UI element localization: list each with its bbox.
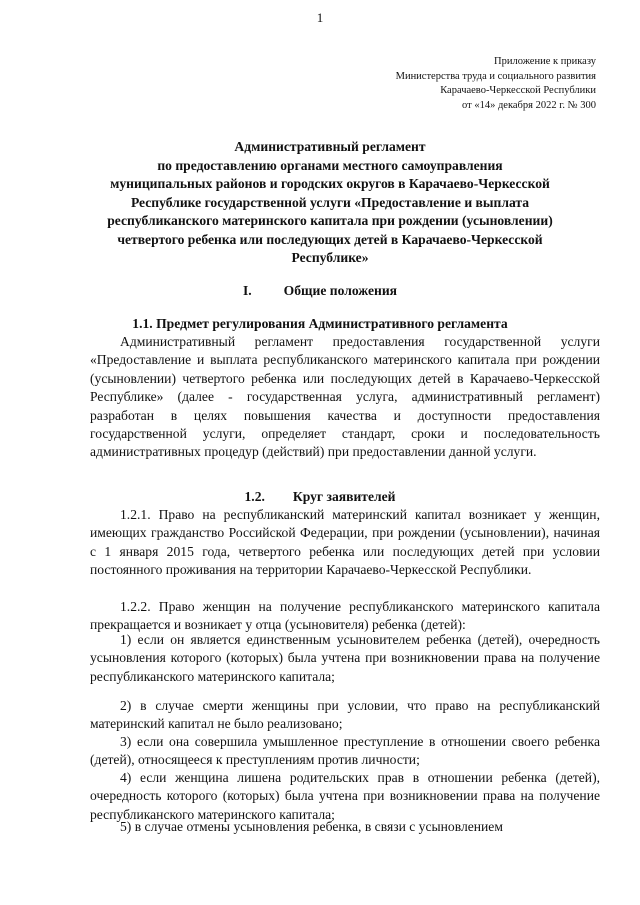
section-title: Общие положения bbox=[283, 283, 398, 298]
page-number: 1 bbox=[316, 10, 324, 25]
title-line: Административный регламент bbox=[234, 139, 426, 154]
appendix-note bbox=[396, 55, 596, 113]
subsection-heading: 1.1. Предмет регулирования Административного регламента bbox=[132, 316, 508, 331]
title-line: республиканского материнского капитала при рождении (усыновлении) bbox=[107, 213, 553, 228]
list-item: 1) если он является единственным усыновителем ребенка (детей), очередность усыновления которого (которых) была учтена при возникновении права на получение республиканского материнского капитала; bbox=[90, 632, 600, 684]
subsection-heading bbox=[0, 489, 640, 505]
paragraph-1-2-1: 1.2.1. Право на республиканский материнский капитал возникает у женщин, имеющих гражданство Российской Федерации, при рождении (усыновлении), начиная с 1 января 2015 года, четвертого ребенка или последующих детей при условии постоянного проживания на территории Карачаево-Черкесской Республики. bbox=[90, 507, 600, 578]
title-line: четвертого ребенка или последующих детей в Карачаево-Черкесской bbox=[117, 231, 543, 247]
appendix-date-line: от «14» декабря 2022 г. № 300 bbox=[462, 99, 596, 111]
paragraph-1-2-2: 1.2.2. Право женщин на получение республиканского материнского капитала прекращается и возникает у отца (усыновителя) ребенка (детей): bbox=[90, 599, 600, 633]
section-heading bbox=[0, 283, 640, 299]
title-line: Республике» bbox=[291, 250, 369, 265]
document-title bbox=[60, 138, 600, 268]
section-number: I. bbox=[242, 283, 252, 298]
appendix-line: Министерства труда и социального развития bbox=[395, 70, 596, 82]
appendix-line: Карачаево-Черкесской Республики bbox=[440, 85, 596, 96]
list-item: 3) если она совершила умышленное преступление в отношении своего ребенка (детей), относящееся к преступлениям против личности; bbox=[90, 734, 600, 768]
paragraph-subject: Административный регламент предоставления государственной услуги «Предоставление и выплата республиканского материнского капитала при рождении (усыновлении) четвертого ребенка или последующих детей в Карачаево-Черкесской Республике» (далее - государственная услуга, административный регламент) разработан в целях повышения качества и доступности предоставления государственной услуги, определяет стандарт, сроки и последовательность административных процедур (действий) при предоставлении данной услуги. bbox=[90, 334, 600, 460]
title-line: Республике государственной услуги «Предоставление и выплата bbox=[130, 194, 530, 210]
list-item: 5) в случае отмены усыновления ребенка, в связи с усыновлением bbox=[120, 819, 503, 834]
title-line: по предоставлению органами местного самоуправления bbox=[157, 157, 503, 173]
list-item: 2) в случае смерти женщины при условии, что право на республиканский материнский капитал не было реализовано; bbox=[90, 698, 600, 732]
appendix-line: Приложение к приказу bbox=[494, 56, 596, 67]
subsection-title: Круг заявителей bbox=[292, 489, 396, 504]
title-line: муниципальных районов и городских округов в Карачаево-Черкесской bbox=[110, 176, 550, 191]
list-item: 4) если женщина лишена родительских прав в отношении ребенка (детей), очередность которого (которых) была учтена при возникновении права на получение республиканского материнского капитала; bbox=[90, 770, 600, 822]
subsection-number: 1.2. bbox=[244, 489, 265, 504]
